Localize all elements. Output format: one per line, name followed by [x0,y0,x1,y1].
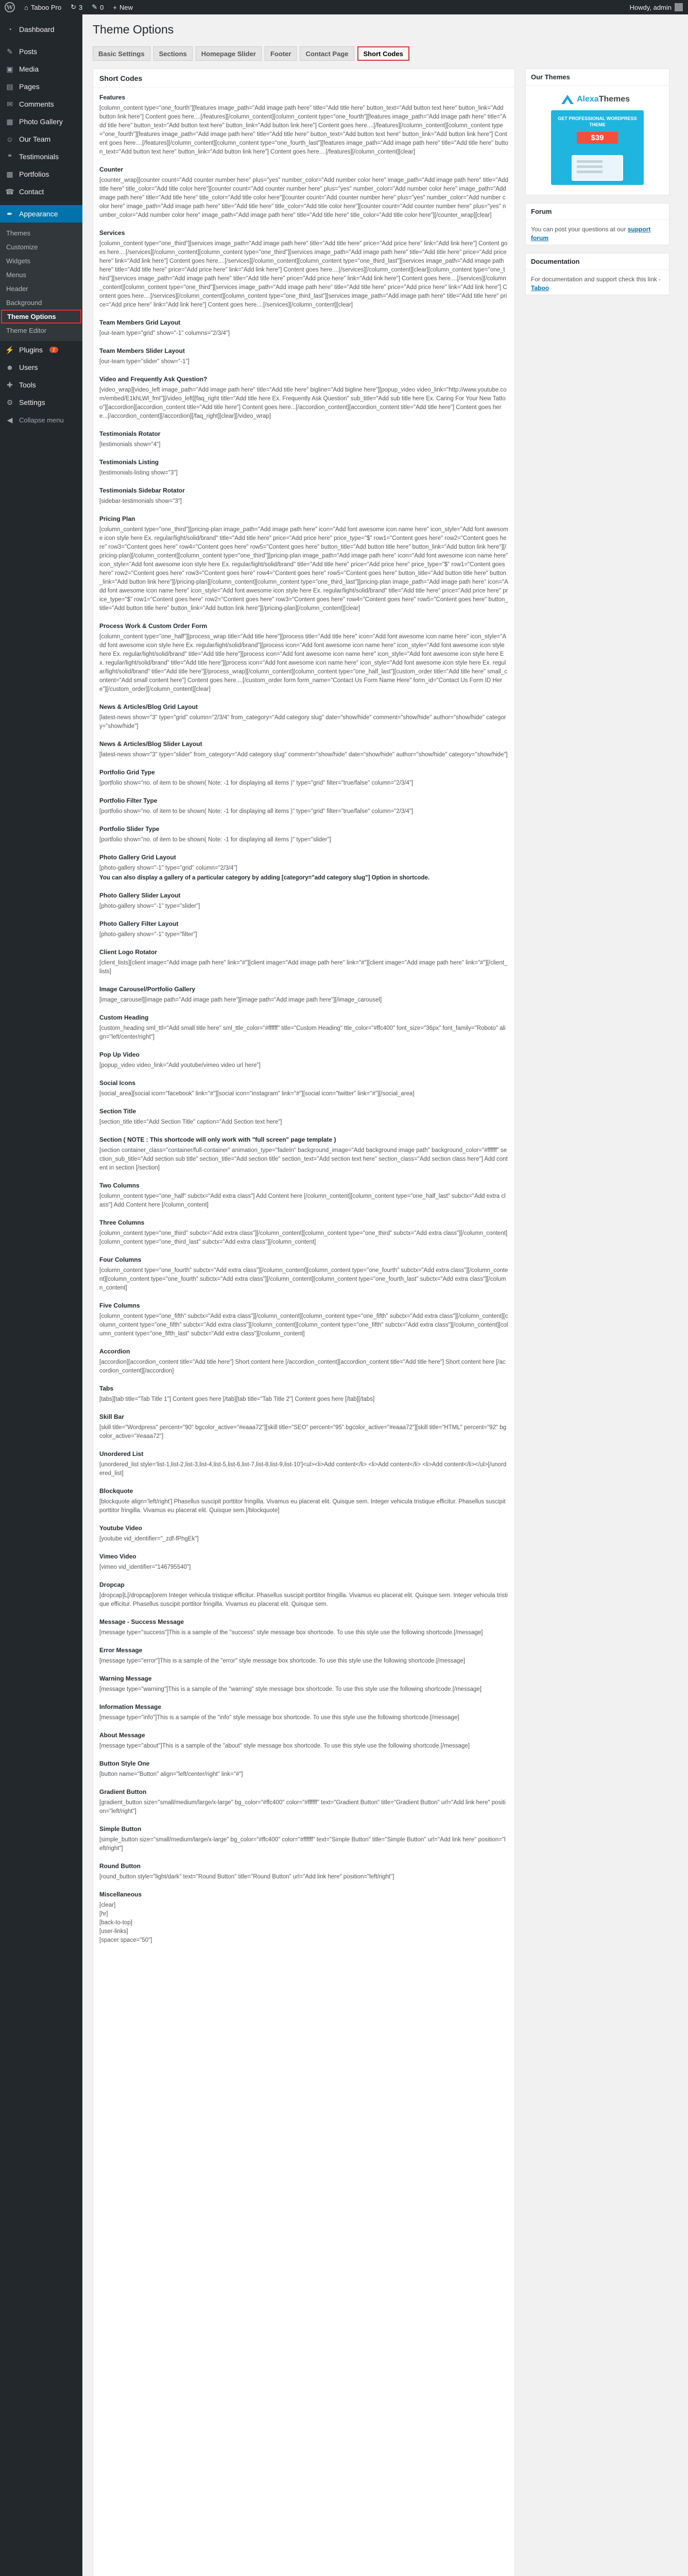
section-heading: Portfolio Slider Type [99,825,160,833]
appearance-submenu [0,223,82,341]
sidebar-item-label: Our Team [19,135,51,143]
section-heading: Information Message [99,1703,162,1710]
new-label: New [119,3,133,11]
shortcode-section [99,892,508,911]
sidebar-item-label: Photo Gallery [19,117,63,126]
section-heading: Photo Gallery Grid Layout [99,854,176,861]
dashboard-icon: ◔ [7,25,12,33]
page-icon: ▤ [6,82,13,91]
shortcode-text: [sidebar-testimonials show="3"] [99,498,182,504]
section-heading: Accordion [99,1348,130,1355]
tab-basic-settings[interactable]: Basic Settings [93,46,150,61]
shortcode-section [99,319,508,338]
shortcode-section [99,1524,508,1544]
section-heading: Skill Bar [99,1413,125,1420]
shortcode-section [99,854,508,883]
wordpress-logo-icon[interactable]: W [0,0,20,14]
shortcode-section [99,1256,508,1293]
section-heading: Vimeo Video [99,1553,136,1560]
new-content-link[interactable] [108,0,137,14]
updates-icon: ↻ [71,3,77,11]
short-codes-panel [93,69,515,2576]
shortcode-text: [message type="warning"]This is a sample of the "warning" style message box shortcode. To use this style use the following shortcode.[/message] [99,1686,481,1692]
shortcode-line: [hr] [99,1911,108,1917]
taboo-documentation-link[interactable]: Taboo [531,284,549,292]
sidebar-item-label: Media [19,65,39,73]
sidebar-item-label: Pages [19,82,40,91]
section-heading: Section ( NOTE : This shortcode will only work with "full screen" page template ) [99,1136,336,1143]
alexa-themes-logo [546,91,649,104]
sidebar-item-comments[interactable] [0,95,82,113]
section-heading: Pop Up Video [99,1051,140,1058]
collapse-menu-button[interactable] [0,411,82,429]
shortcode-section [99,797,508,816]
account-menu[interactable] [630,3,688,11]
quote-icon: ❝ [8,152,12,161]
shortcode-section [99,986,508,1005]
our-themes-widget [525,69,669,195]
section-heading: Custom Heading [99,1014,149,1021]
shortcode-sections [93,88,514,1945]
shortcode-line: [spacer space="50"] [99,1937,152,1943]
contact-icon: ☎ [5,187,14,196]
tab-homepage-slider[interactable]: Homepage Slider [196,46,262,61]
shortcode-section [99,1891,508,1945]
section-heading: Message - Success Message [99,1618,184,1625]
shortcode-text: [message type="error"]This is a sample of the "error" style message box shortcode. To use this style use the following shortcode.[/message] [99,1658,465,1664]
section-heading: Dropcap [99,1581,125,1588]
shortcode-text: [video_wrap][video_left image_path="Add image path here" title="Add title here" bigline="Add bigline here"][popup_video video_link="http://www.youtube.com/embed/E1khLWl_fmI"][/video_left][faq_right title="Add title here Ex. Frequently Ask Question" sub_title="Add sub title here Ex. Caring For Your New Tattoo"][accordion][accordion_content title="Add title here"] Content goes here...[/accordion_content][accordion_content title="Add title here"] Content goes here...[/accordion_content][/accordion][/faq_right][clear][/video_wrap] [99,387,507,419]
sidebar-item-portfolios[interactable] [0,165,82,183]
shortcode-section [99,1732,508,1751]
section-heading: Image Carousel/Portfolio Gallery [99,986,196,993]
forum-widget [525,203,669,245]
howdy-text: Howdy, admin [629,3,672,11]
shortcode-section [99,487,508,506]
logo-prefix: Alexa [577,95,599,104]
users-icon: ☻ [6,363,14,371]
documentation-text [526,270,669,298]
shortcode-section [99,1450,508,1478]
comments-count: 0 [100,3,104,11]
shortcode-text: [message type="info"]This is a sample of the "info" style message box shortcode. To use this style use the following shortcode.[/message] [99,1715,459,1721]
section-heading: Team Members Grid Layout [99,319,181,326]
section-heading: Photo Gallery Filter Layout [99,920,179,927]
settings-icon: ⚙ [6,398,13,406]
shortcode-text: [vimeo vid_identifier="146795540"] [99,1564,191,1570]
submenu-item-themes[interactable]: Themes [6,229,30,237]
shortcode-section [99,1302,508,1338]
section-heading: Two Columns [99,1182,140,1189]
shortcode-text: [column_content type="one_third"][services image_path="Add image path here" title="Add title here" price="Add price here" link="Add link here"] Content goes here....[/services][/column_content][column_content type="one_third"][services image_path="Add image path here" title="Add title here" price="Add price here" link="Add link here"] Content goes here....[/services][/column_content][column_content type="one_third_last"][services image_path="Add image path here" title="Add title here" price="Add price here" link="Add link here"] Content goes here....[/services][/column_content][clear][column_content type="one_third"][services image_path="Add image path here" title="Add title here" price="Add price here" link="Add link here"] Content goes here....[/services][/column_content][column_content type="one_third"][services image_path="Add image path here" title="Add title here" price="Add price here" link="Add link here"] Content goes here....[/services][/column_content][column_content type="one_third_last"][services image_path="Add image path here" title="Add title here" price="Add price here" link="Add link here"] Content goes here....[/services][/column_content][clear] [99,241,508,308]
section-heading: Testimonials Listing [99,459,159,466]
section-heading: Section Title [99,1108,136,1115]
section-heading: Simple Button [99,1825,142,1833]
pin-icon: ✎ [7,47,13,56]
updates-link[interactable] [66,0,87,14]
shortcode-text: [column_content type="one_half"][process_wrap title="Add title here"][process title="Add title here" icon="Add font awesome icon name here" icon_style="Add font awesome icon style here Ex. regular/light/solid/brand"][process icon="Add font awesome icon name here" icon_style="Add font awesome icon style here Ex. regular/light/solid/brand" title="Add title here"][process icon="Add font awesome icon name here" icon_style="Add font awesome icon style here Ex. regular/light/solid/brand" title="Add title here"][process icon="Add font awesome icon name here" icon_style="Add font awesome icon style here Ex. regular/light/solid/brand" title="Add title here"][/process_wrap][/column_content][column_content type="one_half_last"][custom_order title="Add title here" small_content="Add small content here"] Content goes here....[/custom_order form form_name="Contact Us Form Name Here" form_id="Contact Us Form ID Here"][/custom_order][/column_content][clear] [99,634,508,692]
home-icon: ⌂ [24,3,28,11]
forum-description: You can post your questions at our [531,226,626,233]
shortcode-text: [unordered_list style='list-1,list-2,list-3,list-4,list-5,list-6,list-7,list-8,list-9,list-10']<ul><li>Add content</li> <li>Add content</li> <li>Add content</li></ul>[/unordered_list] [99,1462,507,1477]
shortcode-text: [skill title="Wordpress" percent="90" bgcolor_active="#eaaa72"][skill title="SEO" percent="95" bgcolor_active="#eaaa72"][skill title="HTML" percent="92" bgcolor_active="#eaaa72"] [99,1425,507,1439]
sidebar-item-label: Settings [19,398,45,406]
shortcode-line: [back-to-top] [99,1920,132,1926]
shortcode-section [99,459,508,478]
options-tabs [93,46,409,61]
team-icon: ☺ [6,135,14,143]
sidebar-item-label: Comments [19,100,54,108]
sidebar-item-plugins[interactable] [0,341,82,359]
shortcode-line: [clear] [99,1902,116,1908]
tab-contact-page[interactable]: Contact Page [300,46,354,61]
submenu-item-widgets[interactable]: Widgets [6,257,30,265]
shortcode-section [99,1553,508,1572]
shortcode-section [99,1079,508,1098]
ad-price-badge: $39 [577,132,618,144]
shortcode-section [99,1788,508,1816]
shortcode-text: [testimonials-listing show="3"] [99,470,178,476]
tools-icon: ✚ [7,380,13,389]
widget-title: Forum [526,204,669,220]
shortcode-text: [column_content type="one_fifth" subctx="Add extra class"][/column_content][column_content type="one_fifth" subctx="Add extra class"][/column_content][column_content type="one_fifth" subctx="Add extra class"][/column_content][column_content type="one_fifth" subctx="Add extra class"][/column_content][column_content type="one_fifth_last" subctx="Add extra class"][/column_content] [99,1313,508,1337]
shortcode-text: [image_carousel][image path="Add image path here"][image path="Add image path here"][/image_carousel] [99,997,382,1003]
shortcode-text: [message type="about"]This is a sample of the "about" style message box shortcode. To use this style use the following shortcode.[/message] [99,1743,470,1749]
shortcode-text: [our-team type="grid" show="-1" columns="2/3/4"] [99,330,230,336]
shortcode-section [99,347,508,366]
support-forum-link[interactable]: support forum [531,226,651,242]
shortcode-section [99,1014,508,1042]
shortcode-section [99,1348,508,1376]
submenu-item-menus[interactable]: Menus [6,271,27,279]
shortcode-section [99,1675,508,1694]
shortcode-section [99,166,508,220]
shortcode-section [99,703,508,731]
submenu-item-header[interactable]: Header [6,285,28,293]
shortcode-text: [gradient_button size="small/medium/large/x-large" bg_color="#ffc400" color="#ffffff" text="Gradient Button" title="Gradient Button" url="Add link here" position="left/right"] [99,1800,506,1815]
submenu-item-theme-editor[interactable]: Theme Editor [6,327,47,334]
shortcode-section [99,1051,508,1070]
shortcode-section [99,769,508,788]
sidebar-item-label: Dashboard [19,25,55,33]
submenu-item-customize[interactable]: Customize [6,243,38,251]
shortcode-section [99,1703,508,1722]
site-name-link[interactable] [20,0,66,14]
section-heading: Miscellaneous [99,1891,142,1898]
plus-icon: + [113,3,117,11]
collapse-icon: ◀ [7,415,13,424]
sidebar-item-appearance[interactable] [0,205,82,223]
shortcode-text: [message type="success"]This is a sample of the "success" style message box shortcode. To use this style use the following shortcode.[/message] [99,1630,483,1636]
sidebar-item-pages[interactable] [0,78,82,95]
shortcode-text: [latest-news show="3" type="grid" column="2/3/4" from_category="Add category slug" date="show/hide" comment="show/hide" author="show/hide" category="show/hide"] [99,715,506,730]
sidebar-item-media[interactable] [0,60,82,78]
sidebar-item-label: Testimonials [19,152,59,161]
shortcode-section [99,1219,508,1247]
section-heading: About Message [99,1732,145,1739]
comment-icon: ✉ [7,99,13,108]
shortcode-text: [column_content type="one_third"][pricing-plan image_path="Add image path here" icon="Add font awesome icon name here" icon_style="Add font awesome icon style here Ex. regular/light/solid/brand" title="Add title here" price="Add price here" price_type="$" row1="Content goes here" row2="Content goes here" row3="Content goes here" row4="Content goes here" row5="Content goes here" button_title="Add button title here" button_link="Add button link here"][/pricing-plan][/column_content][column_content type="one_third"][pricing-plan image_path="Add image path here" icon="Add font awesome icon name here" icon_style="Add font awesome icon style here Ex. regular/light/solid/brand" title="Add title here" price="Add price here" price_type="$" row1="Content goes here" row2="Content goes here" row3="Content goes here" row4="Content goes here" row5="Content goes here" button_title="Add button title here" button_link="Add button link here"][/pricing-plan][/column_content][column_content type="one_third_last"][pricing-plan image_path="Add image path here" icon="Add font awesome icon name here" icon_style="Add font awesome icon style here Ex. regular/light/solid/brand" title="Add title here" price="Add price here" price_type="$" row1="Content goes here" row2="Content goes here" row3="Content goes here" row4="Content goes here" row5="Content goes here" button_title="Add button title here" button_link="Add button link here"][/pricing-plan][/column_content][clear] [99,527,508,612]
shortcode-text: [portfolio show="no. of item to be shown( Note: -1 for displaying all items )" type="grid" filter="true/false" column="2/3/4"] [99,808,414,815]
tab-footer[interactable]: Footer [265,46,297,61]
section-heading: Team Members Slider Layout [99,347,185,354]
shortcode-text: [client_lists][client image="Add image path here" link="#"][client image="Add image path here" link="#"][client image="Add image path here" link="#"][/client_lists] [99,960,508,975]
shortcode-text: [photo-gallery show="-1" type="grid" column="2/3/4"] [99,865,237,871]
section-heading: Social Icons [99,1079,136,1087]
submenu-item-background[interactable]: Background [6,299,42,307]
section-note: You can also display a gallery of a particular category by adding [category="add category slug"] Option in shortcode. [99,875,430,881]
shortcode-text: [social_area][social icon="facebook" link="#"][social icon="instagram" link="#"][social icon="twitter" link="#"][/social_area] [99,1091,415,1097]
plugin-icon: ⚡ [5,345,14,354]
section-heading: Warning Message [99,1675,152,1682]
shortcode-text: [simple_button size="small/medium/large/x-large" bg_color="#ffc400" color="#ffffff" text="Simple Button" title="Simple Button" url="Add link here" position="left/right"] [99,1837,506,1852]
shortcode-text: [blockquote align='left/right'] Phasellus suscipit porttitor fringilla. Vivamus eu placerat elit. Quisque sem. Integer vehicula tristique efficitur. Phasellus suscipit porttitor fringilla. Vivamus eu placerat elit. Quisque sem.[/blockquote] [99,1499,506,1514]
section-heading: Five Columns [99,1302,140,1309]
section-heading: Testimonials Rotator [99,430,161,437]
section-heading: Three Columns [99,1219,145,1226]
section-heading: Process Work & Custom Order Form [99,622,208,630]
sidebar-item-photo-gallery[interactable] [0,113,82,130]
shortcode-section [99,1413,508,1441]
section-heading: Testimonials Sidebar Rotator [99,487,185,494]
site-name: Taboo Pro [30,3,62,11]
shortcode-section [99,622,508,694]
shortcode-text: [youtube vid_identifier="_zdf-fPhgEk"] [99,1536,199,1542]
shortcode-text: [our-team type="slider" show="-1"] [99,359,190,365]
sidebar-item-label: Tools [19,381,36,389]
shortcode-section [99,825,508,844]
shortcode-section [99,229,508,310]
shortcode-text: [popup_video video_link="Add youtube/vimeo video url here"] [99,1062,261,1069]
ad-headline: GET PROFESSIONAL WORDPRESS THEME [558,116,637,127]
sidebar-item-label: Plugins [19,346,43,354]
section-heading: Tabs [99,1385,114,1392]
section-heading: Unordered List [99,1450,144,1458]
section-heading: Blockquote [99,1487,133,1495]
brush-icon: ✒ [7,209,13,218]
theme-ad-banner[interactable] [546,91,649,189]
shortcode-text: [column_content type="one_fourth" subctx="Add extra class"][/column_content][column_content type="one_fourth" subctx="Add extra class"][/column_content][column_content type="one_fourth" subctx="Add extra class"][/column_content][column_content type="one_fourth_last" subctx="Add extra class"][/column_content] [99,1267,508,1291]
shortcode-text: [portfolio show="no. of item to be shown( Note: -1 for displaying all items )" type="grid" filter="true/false" column="2/3/4"] [99,780,414,786]
section-heading: Button Style One [99,1760,150,1767]
logo-suffix: Themes [598,95,630,104]
shortcode-section [99,948,508,976]
tab-short-codes[interactable]: Short Codes [357,46,409,61]
sidebar-item-label: Collapse menu [19,416,64,424]
sidebar-item-label: Users [19,363,38,371]
logo-text [577,95,630,104]
page-title: Theme Options [93,23,174,36]
ad-panel [551,110,644,185]
section-heading: Round Button [99,1862,141,1870]
sidebar-item-testimonials[interactable] [0,148,82,165]
shortcode-text: [photo-gallery show="-1" type="slider"] [99,903,200,909]
shortcode-text: [round_button style="light/dark" text="Round Button" title="Round Button" url="Add link here" position="left/right"] [99,1874,394,1880]
shortcode-section [99,740,508,759]
sidebar-item-tools[interactable] [0,376,82,394]
shortcode-section [99,1108,508,1127]
shortcode-section [99,1182,508,1210]
shortcode-section [99,515,508,613]
shortcode-text: [button name="Button" align="left/center/right" link="#"] [99,1771,243,1777]
section-heading: News & Articles/Blog Slider Layout [99,740,202,748]
avatar [675,3,683,11]
sidebar-item-posts[interactable] [0,43,82,60]
shortcode-text: [counter_wrap][counter count="Add counter number here" plus="yes" number_color="Add number color here" image_path="Add image path here" title="Add title here" title_color="Add title color here"][counter count="Add counter number here" plus="yes" number_color="Add number color here" image_path="Add image path here" title="Add title here" title_color="Add title color here"][counter count="Add counter number here" plus="yes" number_color="Add number color here" image_path="Add image path here" title="Add title here" title_color="Add title color here"][counter count="Add counter number here" plus="yes" number_color="Add number color here" image_path="Add image path here" title="Add title here" title_color="Add title color here"][/counter_wrap][clear] [99,177,508,218]
section-heading: Client Logo Rotator [99,948,157,956]
widget-title: Our Themes [526,69,669,86]
section-heading: Video and Frequently Ask Question? [99,376,208,383]
gallery-icon: ▦ [6,117,13,126]
shortcode-text: [accordion][accordion_content title="Add title here"] Short content here [/accordion_content][accordion_content title="Add title here"] Short content here [/accordion_content][/accordion] [99,1359,506,1374]
sidebar-item-label: Contact [19,188,44,196]
portfolio-icon: ▩ [6,170,13,178]
shortcode-section [99,430,508,449]
section-heading: Four Columns [99,1256,142,1263]
tab-sections[interactable]: Sections [153,46,193,61]
admin-bar [0,0,688,14]
shortcode-section [99,1581,508,1609]
sidebar-item-label: Appearance [19,210,58,218]
sidebar-item-dashboard[interactable] [0,21,82,38]
shortcode-text: [dropcap]L[/dropcap]orem Integer vehicula tristique efficitur. Phasellus suscipit porttitor fringilla. Vivamus eu placerat elit. Quisque sem. Integer vehicula tristique efficitur. Phasellus suscipit porttitor fringilla. Vivamus eu placerat elit. Quisque sem. [99,1592,508,1607]
shortcode-line: [user-links] [99,1928,128,1935]
shortcode-text: [portfolio show="no. of item to be shown( Note: -1 for displaying all items )" type="slider"] [99,837,331,843]
sidebar-item-settings[interactable] [0,394,82,411]
widget-title: Documentation [526,253,669,270]
section-heading: Services [99,229,125,236]
section-heading: Gradient Button [99,1788,147,1795]
shortcode-section [99,920,508,939]
shortcode-section [99,94,508,157]
shortcode-section [99,1385,508,1404]
panel-title: Short Codes [93,69,514,88]
shortcode-section [99,1862,508,1882]
updates-count: 3 [79,3,83,11]
shortcode-text: [column_content type="one_half" subctx="Add extra class"] Add Content here [/column_content][column_content type="one_half_last" subctx="Add extra class"] Add Content here [/column_content] [99,1193,506,1208]
shortcode-section [99,1136,508,1173]
shortcode-section [99,1760,508,1779]
forum-text [526,220,669,248]
documentation-description: For documentation and support check this link - [531,276,661,283]
section-heading: Youtube Video [99,1524,142,1532]
shortcode-text: [section_title title="Add Section Title" caption="Add Section text here"] [99,1119,282,1125]
comment-icon: ✎ [92,3,98,11]
section-heading: Counter [99,166,123,173]
shortcode-text: [column_content type="one_third" subctx="Add extra class"][/column_content][column_content type="one_third" subctx="Add extra class"][/column_content][column_content type="one_third_last" subctx="Add extra class"][/column_content] [99,1230,508,1245]
logo-mark-icon [561,95,574,104]
sidebar-item-label: Portfolios [19,170,49,178]
shortcode-text: [testimonials show="4"] [99,442,161,448]
shortcode-text: [custom_heading sml_ttl="Add small title here" sml_ttle_color="#ffffff" title="Custom Heading" ttle_color="#ffc400" font_size="36px" font_family="Roboto" align="left/center/right"] [99,1025,506,1040]
shortcode-section [99,1487,508,1515]
media-icon: ▣ [6,64,13,73]
comments-link[interactable] [87,0,108,14]
section-heading: Error Message [99,1647,143,1654]
shortcode-section [99,1618,508,1637]
sidebar-item-users[interactable] [0,359,82,376]
sidebar-item-label: Posts [19,47,38,56]
laptop-mockup-image [572,155,623,181]
documentation-widget [525,253,669,295]
shortcode-text: [column_content type="one_fourth"][features image_path="Add image path here" title="Add title here" button_text="Add button text here" button_link="Add button link here"] Content goes here....[/features][/column_content][column_content type="one_fourth"][features image_path="Add image path here" title="Add title here" button_text="Add button text here" button_link="Add button link here"] Content goes here....[/features][/column_content][column_content type="one_fourth"][features image_path="Add image path here" title="Add title here" button_text="Add button text here" button_link="Add button link here"] Content goes here....[/features][/column_content][column_content type="one_fourth_last"][features image_path="Add image path here" title="Add title here" button_text="Add button text here" button_link="Add button link here"] Content goes here....[/features][/column_content][clear] [99,105,508,155]
section-heading: Photo Gallery Slider Layout [99,892,181,899]
section-heading: Pricing Plan [99,515,135,522]
shortcode-section [99,1825,508,1853]
admin-sidebar [0,14,82,2576]
section-heading: News & Articles/Blog Grid Layout [99,703,198,710]
section-heading: Portfolio Grid Type [99,769,155,776]
shortcode-text: [tabs][tab title="Tab Title 1"] Content goes here [/tab][tab title="Tab Title 2"] Content goes here [/tab][/tabs] [99,1396,375,1402]
shortcode-section [99,376,508,421]
sidebar-item-our-team[interactable] [0,130,82,148]
shortcode-text: [latest-news show="3" type="slider" from_category="Add category slug" comment="show/hide" date="show/hide" author="show/hide" category="show/hide"] [99,752,508,758]
plugins-update-badge: 2 [49,347,58,353]
sidebar-item-contact[interactable] [0,183,82,200]
section-heading: Features [99,94,126,101]
submenu-item-theme-options[interactable]: Theme Options [1,310,81,324]
section-heading: Portfolio Filter Type [99,797,158,804]
shortcode-text: [section container_class="container/full-container" animation_type="fadeIn" background_image="Add background image path" background_color="#ffffff" section_sub_title="Add section sub title" section_title="Add section title" section_text="Add section text here" section_class="Add section class here"] Add content in section [/section] [99,1147,508,1171]
shortcode-section [99,1647,508,1666]
shortcode-text: [photo-gallery show="-1" type="filter"] [99,931,197,938]
